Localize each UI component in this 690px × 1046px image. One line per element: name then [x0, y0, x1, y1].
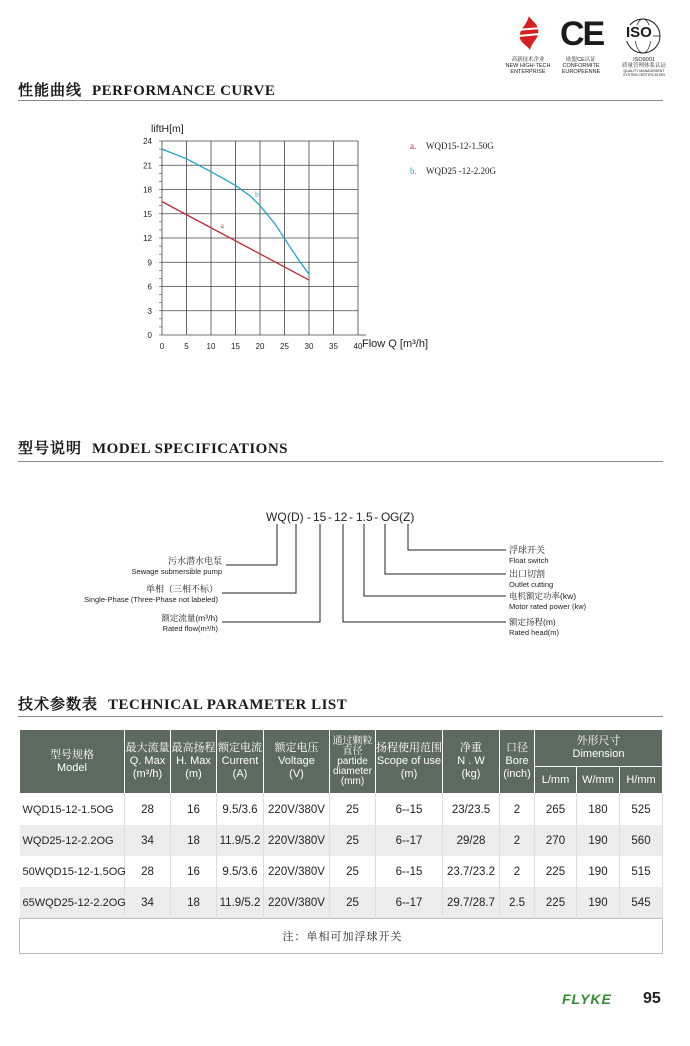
header-w: W/mm [577, 767, 620, 794]
cell-length: 225 [535, 887, 577, 919]
table-row [20, 825, 663, 856]
flame-icon [512, 14, 546, 54]
cell-nw: 23.7/23.2 [443, 856, 500, 887]
table-row [20, 794, 663, 826]
cell-bore: 2 [500, 856, 535, 887]
code-flow: 15 [313, 510, 327, 524]
label-flow-cn: 额定流量(m³/h) [161, 613, 218, 623]
hitech-en1: NEW HIGH-TECH [505, 63, 551, 69]
cell-voltage: 220V/380V [264, 887, 330, 919]
header-nw-en: N . W [457, 755, 485, 767]
cell-length: 270 [535, 825, 577, 856]
cell-width: 190 [577, 825, 620, 856]
x-tick-label: 40 [353, 342, 363, 351]
y-tick-label: 21 [143, 161, 152, 171]
series-label-a: a [220, 221, 224, 230]
header-model [20, 730, 125, 794]
label-pump-cn: 污水潜水电泵 [167, 556, 222, 566]
header-model-en: Model [57, 761, 87, 774]
performance-title-en: PERFORMANCE CURVE [92, 83, 276, 99]
label-flow-en: Rated flow(m³/h) [162, 624, 218, 633]
header-qmax-cn: 最大流量 [125, 742, 170, 754]
model-divider [18, 461, 663, 462]
chart-grid [159, 141, 366, 335]
cell-hmax: 16 [171, 794, 217, 826]
label-float-cn: 浮球开关 [509, 545, 546, 555]
legend-item-a [410, 141, 494, 151]
header-particle [330, 730, 376, 794]
header-current-cn: 额定电流 [218, 742, 262, 754]
ce-en1: CONFORMITE [562, 63, 600, 69]
hitech-cn: 高新技术企业 [511, 57, 545, 63]
header-particle-en1: partide [337, 755, 368, 767]
legend-key-b: b. [410, 166, 417, 176]
y-tick-label: 3 [147, 306, 152, 316]
header-nw [443, 730, 500, 794]
cell-current: 9.5/3.6 [217, 794, 264, 826]
cell-model: 65WQD25-12-2.2OG [20, 887, 125, 919]
y-tick-label: 15 [143, 209, 152, 219]
x-tick-label: 25 [280, 342, 289, 351]
cell-height: 515 [620, 856, 663, 887]
leader-lines [222, 524, 506, 622]
y-tick-label: 6 [147, 282, 152, 292]
header-current-unit: (A) [232, 768, 248, 780]
cell-bore: 2 [500, 794, 535, 826]
label-head-en: Rated head(m) [509, 628, 560, 637]
y-tick-label: 24 [143, 137, 152, 146]
cell-scope: 6--17 [376, 825, 443, 856]
header-particle-cn2: 直径 [342, 745, 363, 757]
technical-section-title [18, 693, 347, 714]
cell-qmax: 34 [125, 825, 171, 856]
cell-width: 190 [577, 856, 620, 887]
cell-current: 9.5/3.6 [217, 856, 264, 887]
x-tick-label: 15 [231, 342, 240, 351]
code-dash2: - [328, 510, 332, 524]
table-row [20, 887, 663, 919]
cell-hmax: 16 [171, 856, 217, 887]
technical-title-cn: 技术参数表 [18, 697, 99, 713]
x-tick-label: 30 [304, 342, 314, 351]
label-cutting-en: Outlet cutting [509, 580, 554, 589]
ce-en2: EUROPEENNE [561, 69, 601, 75]
label-power-cn: 电机额定功率(kw) [509, 591, 577, 601]
table-body [20, 794, 663, 954]
label-power-en: Motor rated power (kw) [509, 602, 587, 611]
header-hmax-cn: 最高扬程 [171, 742, 216, 754]
performance-title-cn: 性能曲线 [18, 83, 83, 99]
table-note-row [20, 919, 663, 954]
cell-scope: 6--15 [376, 856, 443, 887]
code-d: (D) [287, 510, 304, 524]
header-scope-unit: (m) [400, 768, 418, 780]
label-phase-cn: 单相（三相不标） [145, 584, 218, 594]
cell-nw: 29/28 [443, 825, 500, 856]
cell-model: WQD15-12-1.5OG [20, 794, 125, 826]
y-tick-label: 0 [147, 331, 152, 340]
cell-voltage: 220V/380V [264, 794, 330, 826]
header-qmax-unit: (m³/h) [132, 768, 163, 780]
header-voltage [264, 730, 330, 794]
code-dash4: - [374, 510, 378, 524]
header-scope-cn: 扬程使用范围 [376, 742, 442, 754]
hitech-en2: ENTERPRISE [510, 69, 546, 75]
ce-cn: 欧盟CE认证 [566, 57, 596, 63]
cell-current: 11.9/5.2 [217, 825, 264, 856]
header-particle-cn1: 通过颗粒 [332, 735, 373, 747]
cell-bore: 2.5 [500, 887, 535, 919]
header-hmax-en: H. Max [176, 755, 211, 767]
model-title-en: MODEL SPECIFICATIONS [92, 441, 289, 457]
cell-particle: 25 [330, 825, 376, 856]
header-nw-unit: (kg) [461, 768, 481, 780]
header-dimension-en: Dimension [572, 748, 625, 760]
iso-line2: 质量管理体系认证 [621, 63, 666, 69]
legend-item-b [410, 166, 496, 176]
x-tick-label: 35 [329, 342, 338, 351]
code-power: 1.5 [356, 510, 373, 524]
brand-logo: FLYKE [562, 991, 612, 1007]
iso-line1: ISO9001 [633, 57, 655, 63]
header-scope [376, 730, 443, 794]
cell-length: 265 [535, 794, 577, 826]
model-title-cn: 型号说明 [18, 441, 83, 457]
cell-scope: 6--17 [376, 887, 443, 919]
header-model-cn: 型号规格 [50, 748, 94, 761]
code-z: (Z) [399, 510, 415, 524]
series-label-b: b [255, 190, 259, 199]
cell-particle: 25 [330, 794, 376, 826]
y-tick-label: 18 [143, 185, 152, 195]
performance-divider [18, 100, 663, 101]
cell-nw: 29.7/28.7 [443, 887, 500, 919]
legend-label-a: WQD15-12-1.50G [426, 141, 494, 151]
model-code [266, 510, 414, 524]
label-head-cn: 额定扬程(m) [509, 617, 556, 627]
header-qmax [125, 730, 171, 794]
header-voltage-unit: (V) [289, 768, 304, 780]
header-voltage-cn: 额定电压 [274, 742, 319, 754]
cell-model: 50WQD15-12-1.5OG [20, 856, 125, 887]
header-hmax [171, 730, 217, 794]
cell-qmax: 34 [125, 887, 171, 919]
header-particle-unit: (mm) [340, 775, 365, 787]
code-dash1: - [307, 510, 311, 524]
header-hmax-unit: (m) [185, 768, 202, 780]
code-g: G [390, 510, 400, 524]
table-row [20, 856, 663, 887]
technical-divider [18, 716, 663, 717]
ce-mark: CE [560, 15, 604, 53]
header-h: H/mm [620, 767, 663, 794]
cell-hmax: 18 [171, 887, 217, 919]
chart-y-axis-label: liftH[m] [151, 123, 184, 135]
header-qmax-en: Q. Max [129, 755, 166, 767]
cell-voltage: 220V/380V [264, 856, 330, 887]
cell-height: 560 [620, 825, 663, 856]
cell-hmax: 18 [171, 825, 217, 856]
legend-key-a: a. [410, 141, 417, 151]
cell-current: 11.9/5.2 [217, 887, 264, 919]
iso-mark: ISO [626, 24, 652, 41]
model-code-diagram [0, 500, 690, 640]
cell-particle: 25 [330, 856, 376, 887]
x-tick-label: 10 [206, 342, 216, 351]
label-phase-en: Single-Phase (Three-Phase not labeled) [84, 595, 218, 604]
label-cutting-cn: 出口切割 [509, 569, 546, 579]
model-section-title [18, 437, 288, 458]
cell-voltage: 220V/380V [264, 825, 330, 856]
iso-line3: QUALITY MANAGEMENT SYSTEM CERTIFICATION [623, 69, 665, 77]
header-dimension [535, 730, 663, 767]
cell-height: 525 [620, 794, 663, 826]
header-bore-unit: (inch) [503, 768, 531, 780]
chart-ticks [143, 137, 363, 351]
cell-qmax: 28 [125, 794, 171, 826]
header-l: L/mm [535, 767, 577, 794]
header-nw-cn: 净重 [460, 742, 482, 754]
code-dash3: - [349, 510, 353, 524]
header-dimension-cn: 外形尺寸 [576, 735, 621, 747]
y-tick-label: 9 [147, 258, 152, 268]
x-tick-label: 0 [159, 342, 165, 351]
technical-parameter-table [19, 729, 663, 954]
label-pump-en: Sewage submersible pump [131, 567, 222, 576]
code-head: 12 [334, 510, 348, 524]
chart-x-axis-label: Flow Q [m³/h] [362, 338, 429, 350]
cell-qmax: 28 [125, 856, 171, 887]
performance-chart [135, 118, 455, 363]
cell-scope: 6--15 [376, 794, 443, 826]
cell-height: 545 [620, 887, 663, 919]
header-particle-en2: diameter [333, 765, 372, 777]
cell-width: 190 [577, 887, 620, 919]
header-voltage-en: Voltage [278, 755, 315, 767]
cell-model: WQD25-12-2.2OG [20, 825, 125, 856]
cell-length: 225 [535, 856, 577, 887]
label-float-en: Float switch [509, 556, 549, 565]
cell-nw: 23/23.5 [443, 794, 500, 826]
performance-section-title [18, 79, 275, 100]
header-current [217, 730, 264, 794]
table-note: 注：单相可加浮球开关 [20, 919, 663, 954]
y-tick-label: 12 [143, 234, 152, 243]
cell-bore: 2 [500, 825, 535, 856]
x-tick-label: 5 [184, 342, 189, 351]
page-number: 95 [643, 990, 661, 1007]
technical-title-en: TECHNICAL PARAMETER LIST [108, 697, 348, 713]
header-bore [500, 730, 535, 794]
header-bore-en: Bore [505, 755, 529, 767]
header-current-en: Current [221, 755, 259, 767]
header-bore-cn: 口径 [506, 742, 528, 754]
cell-particle: 25 [330, 887, 376, 919]
cell-width: 180 [577, 794, 620, 826]
header-scope-en: Scope of use [376, 755, 442, 767]
x-tick-label: 20 [255, 342, 265, 351]
legend-label-b: WQD25 -12-2.20G [426, 166, 496, 176]
code-o: O [381, 510, 391, 524]
code-wq: WQ [266, 510, 287, 524]
